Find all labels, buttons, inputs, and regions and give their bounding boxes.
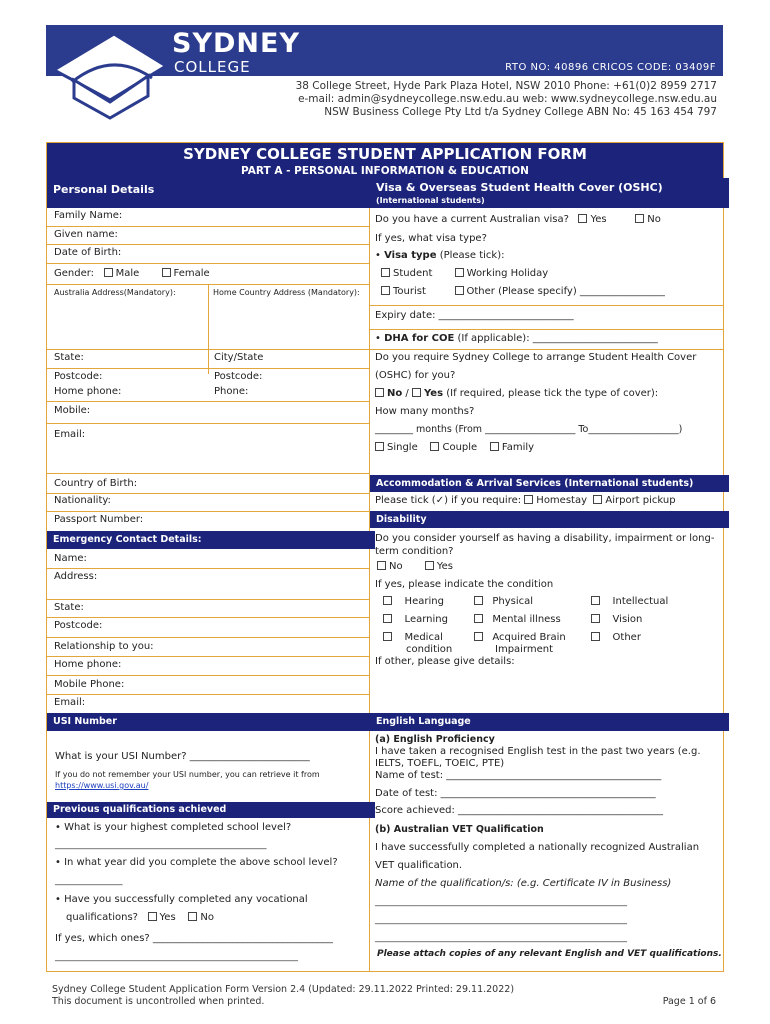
school-level-question: • What is your highest completed school level? bbox=[55, 822, 292, 833]
learning-checkbox[interactable] bbox=[383, 614, 392, 623]
visa-options-row2: Tourist Other (Please specify) _________________ bbox=[381, 286, 665, 297]
home-postcode-label: Postcode: bbox=[214, 371, 263, 382]
mobile-label: Mobile: bbox=[54, 405, 91, 416]
school-year-question: • In what year did you complete the above school level? bbox=[55, 857, 338, 868]
school-level-line: _______________________________________________ bbox=[55, 840, 267, 850]
application-form bbox=[46, 142, 724, 972]
score-line: Score achieved: _________________________________________ bbox=[375, 805, 664, 816]
college-business: NSW Business College Pty Ltd t/a Sydney College ABN No: 45 163 454 797 bbox=[324, 106, 717, 118]
disability-question: Do you consider yourself as having a disability, impairment or long- bbox=[375, 533, 715, 544]
medical-option-cont: condition bbox=[406, 644, 453, 655]
expiry-date-line: Expiry date: ___________________________ bbox=[375, 310, 574, 321]
visa-subheading: (International students) bbox=[376, 196, 485, 205]
mental-illness-checkbox[interactable] bbox=[474, 614, 483, 623]
vet-heading: (b) Australian VET Qualification bbox=[375, 824, 544, 835]
graduation-cap-logo-icon bbox=[52, 30, 167, 125]
part-a-heading: PART A - PERSONAL INFORMATION & EDUCATION bbox=[47, 164, 723, 178]
vet-name-label: Name of the qualification/s: (e.g. Certificate IV in Business) bbox=[375, 878, 672, 889]
visa-yes-checkbox[interactable] bbox=[578, 214, 587, 223]
name-of-test-line: Name of test: ___________________________________________ bbox=[375, 770, 662, 781]
footer-version: Sydney College Student Application Form Version 2.4 (Updated: 29.11.2022 Printed: 29.11.2022) bbox=[52, 984, 515, 995]
family-checkbox[interactable] bbox=[490, 442, 499, 451]
college-contact: e-mail: admin@sydneycollege.nsw.edu.au web: www.sydneycollege.nsw.edu.au bbox=[298, 93, 717, 105]
visa-type-question: If yes, what visa type? bbox=[375, 233, 487, 244]
home-phone-label: Home phone: bbox=[54, 386, 122, 397]
male-label: Male bbox=[115, 268, 140, 279]
other-visa-checkbox[interactable] bbox=[455, 286, 464, 295]
vet-text-cont: VET qualification. bbox=[375, 860, 463, 871]
footer-uncontrolled: This document is uncontrolled when printed. bbox=[52, 996, 265, 1007]
rto-code: RTO NO: 40896 CRICOS CODE: 03409F bbox=[505, 62, 716, 73]
which-ones-extra-line: ______________________________________________________ bbox=[55, 952, 298, 962]
given-name-label: Given name: bbox=[54, 229, 118, 240]
other-condition-checkbox[interactable] bbox=[591, 632, 600, 641]
email-label: Email: bbox=[54, 429, 86, 440]
vet-text: I have successfully completed a nationally recognized Australian bbox=[375, 842, 700, 853]
emergency-name-label: Name: bbox=[54, 553, 87, 564]
male-checkbox[interactable] bbox=[104, 268, 113, 277]
current-visa-row: Do you have a current Australian visa? Yes No bbox=[375, 214, 661, 225]
medical-checkbox[interactable] bbox=[383, 632, 392, 641]
college-address: 38 College Street, Hyde Park Plaza Hotel, NSW 2010 Phone: +61(0)2 8959 2717 bbox=[295, 80, 717, 92]
home-country-address-label: Home Country Address (Mandatory): bbox=[213, 288, 360, 297]
dob-label: Date of Birth: bbox=[54, 247, 122, 258]
vision-checkbox[interactable] bbox=[591, 614, 600, 623]
hearing-checkbox[interactable] bbox=[383, 596, 392, 605]
date-of-test-line: Date of test: ___________________________________________ bbox=[375, 788, 656, 799]
oshc-yes-checkbox[interactable] bbox=[412, 388, 421, 397]
personal-details-heading: Personal Details bbox=[47, 178, 375, 208]
accommodation-row: Please tick (✓) if you require: Homestay Airport pickup bbox=[375, 495, 676, 506]
emergency-postcode-label: Postcode: bbox=[54, 620, 103, 631]
other-condition-option: Other bbox=[591, 632, 641, 643]
previous-qualifications-heading: Previous qualifications achieved bbox=[47, 802, 375, 818]
english-test-examples: IELTS, TOEFL, TOEIC, PTE) bbox=[375, 758, 505, 769]
brain-option: Acquired Brain bbox=[474, 632, 566, 643]
vocational-yes-checkbox[interactable] bbox=[148, 912, 157, 921]
tourist-checkbox[interactable] bbox=[381, 286, 390, 295]
mental-illness-option: Mental illness bbox=[474, 614, 561, 625]
vocational-no-checkbox[interactable] bbox=[188, 912, 197, 921]
relationship-label: Relationship to you: bbox=[54, 641, 154, 652]
female-label: Female bbox=[173, 268, 210, 279]
vet-line-2: ________________________________________________________ bbox=[375, 915, 627, 925]
disability-yes-checkbox[interactable] bbox=[425, 561, 434, 570]
usi-link[interactable]: https://www.usi.gov.au/ bbox=[55, 781, 149, 790]
disability-question-cont: term condition? bbox=[375, 546, 454, 557]
english-test-text: I have taken a recognised English test in the past two years (e.g. bbox=[375, 746, 701, 757]
disability-heading: Disability bbox=[370, 511, 729, 528]
intellectual-option: Intellectual bbox=[591, 596, 668, 607]
nationality-label: Nationality: bbox=[54, 495, 111, 506]
family-name-label: Family Name: bbox=[54, 210, 123, 221]
visa-type-label: • Visa type (Please tick): bbox=[375, 250, 505, 261]
emergency-home-phone-label: Home phone: bbox=[54, 659, 122, 670]
postcode-label: Postcode: bbox=[54, 371, 103, 382]
usi-retrieve-text: If you do not remember your USI number, you can retrieve it from bbox=[55, 770, 320, 779]
vocational-question: • Have you successfully completed any vocational bbox=[55, 894, 308, 905]
gender-label: Gender: bbox=[54, 268, 95, 279]
english-heading: English Language bbox=[370, 713, 729, 731]
oshc-answer-row: No / Yes (If required, please tick the type of cover): bbox=[375, 388, 658, 399]
usi-question: What is your USI Number? ________________________ bbox=[55, 751, 310, 762]
vision-option: Vision bbox=[591, 614, 642, 625]
which-ones-line: If yes, which ones? ____________________________________ bbox=[55, 933, 333, 944]
accommodation-heading: Accommodation & Arrival Services (International students) bbox=[370, 475, 729, 492]
brand-name-top: SYDNEY bbox=[172, 28, 301, 59]
oshc-no-checkbox[interactable] bbox=[375, 388, 384, 397]
form-title: SYDNEY COLLEGE STUDENT APPLICATION FORM bbox=[47, 143, 723, 164]
vocational-yes-label: Yes bbox=[159, 912, 176, 923]
oshc-question: Do you require Sydney College to arrange Student Health Cover bbox=[375, 352, 697, 363]
disability-answer-row: No Yes bbox=[377, 561, 453, 572]
column-divider bbox=[369, 178, 370, 971]
australia-address-label: Australia Address(Mandatory): bbox=[54, 288, 176, 297]
vocational-no-label: No bbox=[200, 912, 214, 923]
gender-row bbox=[54, 268, 210, 279]
emergency-state-label: State: bbox=[54, 602, 84, 613]
single-checkbox[interactable] bbox=[375, 442, 384, 451]
months-question: How many months? bbox=[375, 406, 475, 417]
school-year-line: _______________ bbox=[55, 876, 123, 886]
emergency-address-label: Address: bbox=[54, 571, 98, 582]
disability-no-checkbox[interactable] bbox=[377, 561, 386, 570]
brain-option-cont: Impairment bbox=[495, 644, 554, 655]
vocational-answer-row bbox=[66, 912, 214, 923]
qualifications-label: qualifications? bbox=[66, 912, 138, 923]
state-label: State: bbox=[54, 352, 84, 363]
city-state-label: City/State bbox=[214, 352, 264, 363]
cover-type-row: Single Couple Family bbox=[375, 442, 534, 453]
medical-option: Medical bbox=[383, 632, 443, 643]
vet-line-3: ________________________________________________________ bbox=[375, 933, 627, 943]
working-holiday-checkbox[interactable] bbox=[455, 268, 464, 277]
visa-no-checkbox[interactable] bbox=[635, 214, 644, 223]
passport-label: Passport Number: bbox=[54, 514, 144, 525]
student-checkbox[interactable] bbox=[381, 268, 390, 277]
phone-label: Phone: bbox=[214, 386, 249, 397]
hearing-option: Hearing bbox=[383, 596, 444, 607]
vet-line-1: ________________________________________________________ bbox=[375, 897, 627, 907]
airport-pickup-checkbox[interactable] bbox=[593, 495, 602, 504]
emergency-mobile-label: Mobile Phone: bbox=[54, 679, 125, 690]
other-details-label: If other, please give details: bbox=[375, 656, 515, 667]
brand-name-bottom: COLLEGE bbox=[174, 58, 251, 76]
country-of-birth-label: Country of Birth: bbox=[54, 478, 138, 489]
physical-checkbox[interactable] bbox=[474, 596, 483, 605]
female-checkbox[interactable] bbox=[162, 268, 171, 277]
visa-options-row1: Student Working Holiday bbox=[381, 268, 548, 279]
oshc-question-cont: (OSHC) for you? bbox=[375, 370, 456, 381]
attach-note: Please attach copies of any relevant English and VET qualifications. bbox=[377, 949, 722, 959]
learning-option: Learning bbox=[383, 614, 448, 625]
emergency-contact-heading: Emergency Contact Details: bbox=[47, 531, 375, 549]
months-line: ________ months (From ___________________ To___________________) bbox=[375, 424, 683, 435]
couple-checkbox[interactable] bbox=[430, 442, 439, 451]
page-number: Page 1 of 6 bbox=[662, 996, 716, 1007]
homestay-checkbox[interactable] bbox=[524, 495, 533, 504]
visa-heading: Visa & Overseas Student Health Cover (OSHC) (International students) bbox=[370, 178, 729, 208]
emergency-email-label: Email: bbox=[54, 697, 86, 708]
indicate-condition-label: If yes, please indicate the condition bbox=[375, 579, 554, 590]
brain-checkbox[interactable] bbox=[474, 632, 483, 641]
physical-option: Physical bbox=[474, 596, 533, 607]
intellectual-checkbox[interactable] bbox=[591, 596, 600, 605]
usi-heading: USI Number bbox=[47, 713, 375, 731]
dha-line: • DHA for COE (If applicable): _________________________ bbox=[375, 333, 658, 344]
english-proficiency-heading: (a) English Proficiency bbox=[375, 734, 495, 745]
